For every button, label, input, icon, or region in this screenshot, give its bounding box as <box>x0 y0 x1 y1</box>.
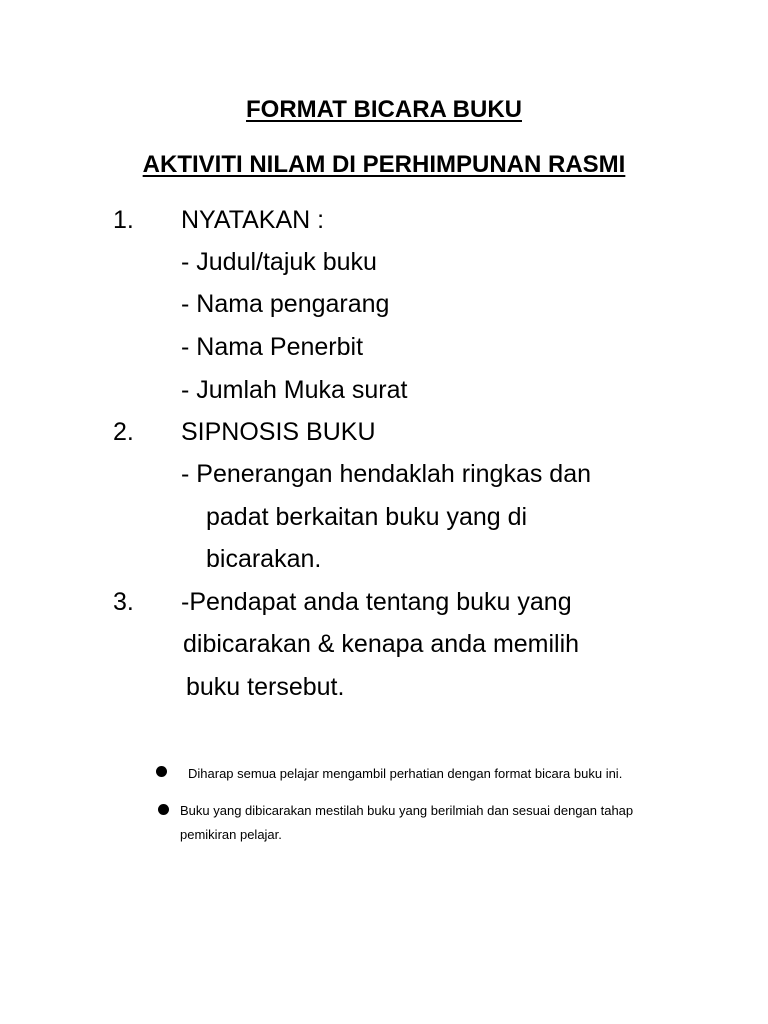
item-2-number: 2. <box>113 418 134 446</box>
bullet-icon <box>156 766 167 777</box>
item-1-heading: NYATAKAN : <box>181 206 325 234</box>
note-2-line-1: Buku yang dibicarakan mestilah buku yang berilmiah dan sesuai dengan tahap <box>180 803 634 818</box>
note-2-line-2: pemikiran pelajar. <box>180 827 282 842</box>
item-2-sub-2: padat berkaitan buku yang di <box>206 503 528 531</box>
item-2-heading: SIPNOSIS BUKU <box>181 418 376 446</box>
item-2-sub-3: bicarakan. <box>206 545 322 573</box>
item-1-sub-1: - Judul/tajuk buku <box>181 248 377 276</box>
item-1-sub-4: - Jumlah Muka surat <box>181 376 408 404</box>
item-1-number: 1. <box>113 206 134 234</box>
document-subtitle: AKTIVITI NILAM DI PERHIMPUNAN RASMI <box>142 151 626 178</box>
item-3-number: 3. <box>113 588 134 616</box>
note-1: Diharap semua pelajar mengambil perhatian dengan format bicara buku ini. <box>188 766 623 781</box>
document-title: FORMAT BICARA BUKU <box>246 96 522 123</box>
item-3-sub-2: buku tersebut. <box>186 673 345 701</box>
item-2-sub-1: - Penerangan hendaklah ringkas dan <box>181 460 592 488</box>
bullet-icon <box>158 804 169 815</box>
item-1-sub-3: - Nama Penerbit <box>181 333 364 361</box>
item-3-heading: -Pendapat anda tentang buku yang <box>181 588 572 616</box>
item-3-sub-1: dibicarakan & kenapa anda memilih <box>183 630 580 658</box>
item-1-sub-2: - Nama pengarang <box>181 290 390 318</box>
